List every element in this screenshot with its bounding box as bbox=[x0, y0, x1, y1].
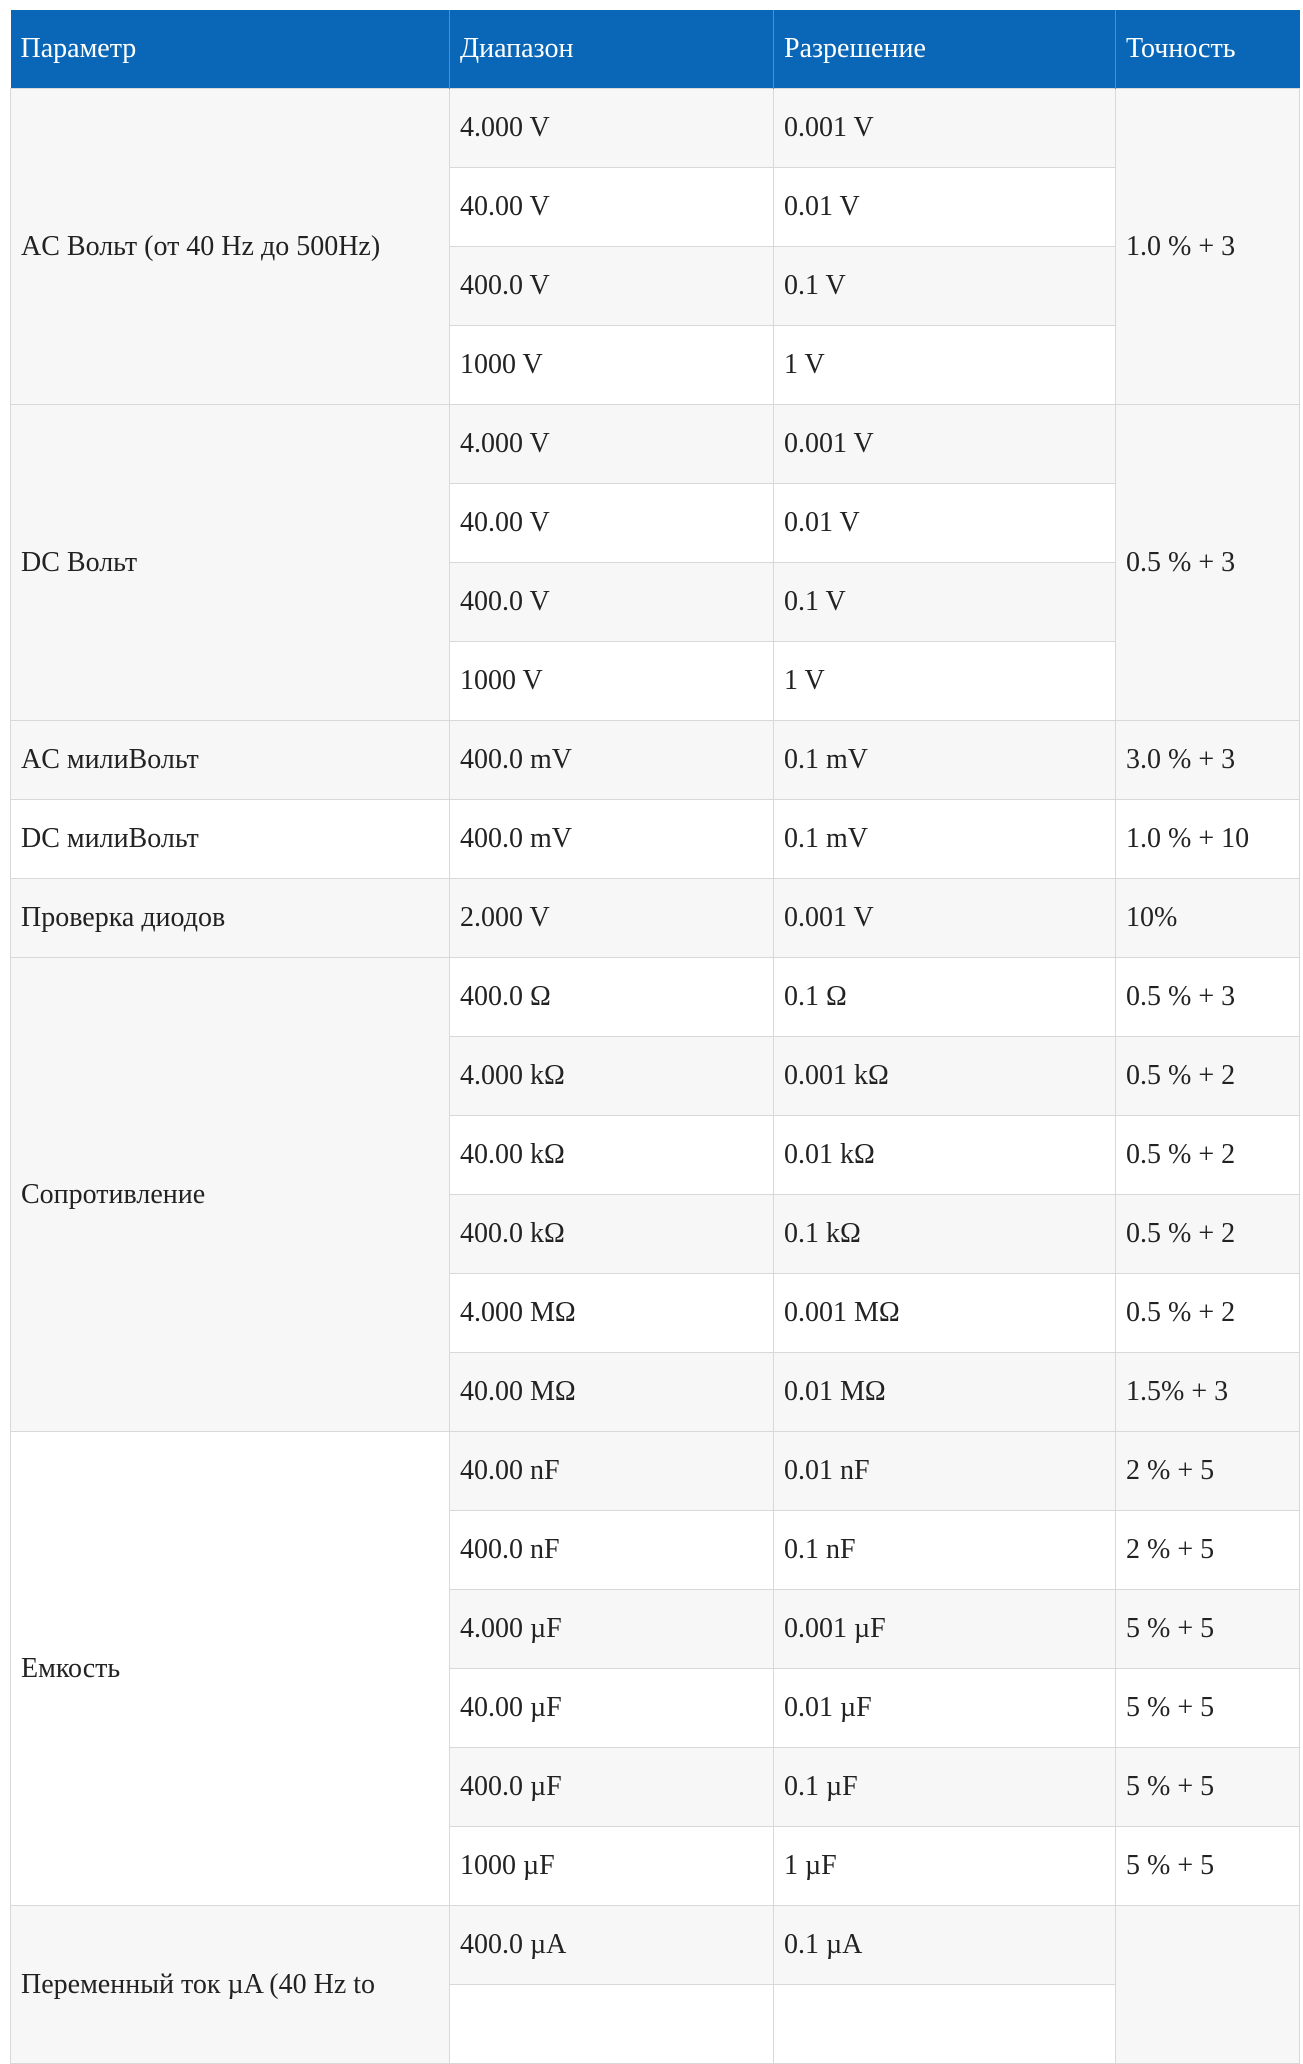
header-parameter: Параметр bbox=[11, 10, 450, 89]
table-header-row bbox=[11, 10, 1300, 89]
table-row bbox=[11, 879, 1300, 958]
range-cell: 400.0 nF bbox=[450, 1511, 774, 1590]
resolution-cell: 0.001 V bbox=[774, 405, 1116, 484]
table-row bbox=[11, 800, 1300, 879]
table-row bbox=[11, 89, 1300, 168]
accuracy-cell: 2 % + 5 bbox=[1116, 1432, 1300, 1511]
resolution-cell: 0.01 µF bbox=[774, 1669, 1116, 1748]
resolution-cell: 1 µF bbox=[774, 1827, 1116, 1906]
range-cell: 400.0 µF bbox=[450, 1748, 774, 1827]
parameter-cell: DC милиВольт bbox=[11, 800, 450, 879]
range-cell: 400.0 mV bbox=[450, 721, 774, 800]
range-cell: 400.0 V bbox=[450, 247, 774, 326]
range-cell: 1000 V bbox=[450, 326, 774, 405]
resolution-cell: 0.1 V bbox=[774, 563, 1116, 642]
accuracy-cell: 0.5 % + 3 bbox=[1116, 958, 1300, 1037]
accuracy-cell: 5 % + 5 bbox=[1116, 1827, 1300, 1906]
range-cell: 400.0 mV bbox=[450, 800, 774, 879]
range-cell: 1000 V bbox=[450, 642, 774, 721]
table-row bbox=[11, 721, 1300, 800]
range-cell: 40.00 µF bbox=[450, 1669, 774, 1748]
range-cell bbox=[450, 1985, 774, 2064]
resolution-cell: 0.001 µF bbox=[774, 1590, 1116, 1669]
parameter-cell: AC милиВольт bbox=[11, 721, 450, 800]
accuracy-cell: 1.0 % + 3 bbox=[1116, 89, 1300, 405]
range-cell: 40.00 nF bbox=[450, 1432, 774, 1511]
resolution-cell: 0.01 V bbox=[774, 484, 1116, 563]
parameter-cell: Сопротивление bbox=[11, 958, 450, 1432]
range-cell: 40.00 kΩ bbox=[450, 1116, 774, 1195]
range-cell: 1000 µF bbox=[450, 1827, 774, 1906]
resolution-cell: 0.001 V bbox=[774, 89, 1116, 168]
parameter-cell: Проверка диодов bbox=[11, 879, 450, 958]
accuracy-cell: 0.5 % + 2 bbox=[1116, 1195, 1300, 1274]
accuracy-cell: 0.5 % + 2 bbox=[1116, 1116, 1300, 1195]
range-cell: 400.0 µA bbox=[450, 1906, 774, 1985]
resolution-cell: 0.01 nF bbox=[774, 1432, 1116, 1511]
resolution-cell: 0.01 kΩ bbox=[774, 1116, 1116, 1195]
range-cell: 4.000 µF bbox=[450, 1590, 774, 1669]
resolution-cell: 0.1 µF bbox=[774, 1748, 1116, 1827]
header-range: Диапазон bbox=[450, 10, 774, 89]
table-row bbox=[11, 958, 1300, 1037]
resolution-cell: 1 V bbox=[774, 326, 1116, 405]
range-cell: 400.0 V bbox=[450, 563, 774, 642]
accuracy-cell: 3.0 % + 3 bbox=[1116, 721, 1300, 800]
resolution-cell: 0.1 µA bbox=[774, 1906, 1116, 1985]
accuracy-cell: 5 % + 5 bbox=[1116, 1748, 1300, 1827]
resolution-cell: 0.001 kΩ bbox=[774, 1037, 1116, 1116]
resolution-cell: 0.1 Ω bbox=[774, 958, 1116, 1037]
parameter-cell: Емкость bbox=[11, 1432, 450, 1906]
header-accuracy: Точность bbox=[1116, 10, 1300, 89]
range-cell: 40.00 V bbox=[450, 168, 774, 247]
resolution-cell bbox=[774, 1985, 1116, 2064]
range-cell: 4.000 MΩ bbox=[450, 1274, 774, 1353]
range-cell: 2.000 V bbox=[450, 879, 774, 958]
parameter-cell: Переменный ток µA (40 Hz to bbox=[11, 1906, 450, 2064]
range-cell: 40.00 MΩ bbox=[450, 1353, 774, 1432]
header-resolution: Разрешение bbox=[774, 10, 1116, 89]
accuracy-cell: 0.5 % + 2 bbox=[1116, 1037, 1300, 1116]
range-cell: 4.000 kΩ bbox=[450, 1037, 774, 1116]
accuracy-cell: 5 % + 5 bbox=[1116, 1590, 1300, 1669]
accuracy-cell: 0.5 % + 2 bbox=[1116, 1274, 1300, 1353]
range-cell: 400.0 kΩ bbox=[450, 1195, 774, 1274]
accuracy-cell: 0.5 % + 3 bbox=[1116, 405, 1300, 721]
resolution-cell: 0.001 V bbox=[774, 879, 1116, 958]
resolution-cell: 0.1 kΩ bbox=[774, 1195, 1116, 1274]
resolution-cell: 0.01 MΩ bbox=[774, 1353, 1116, 1432]
range-cell: 400.0 Ω bbox=[450, 958, 774, 1037]
resolution-cell: 0.1 mV bbox=[774, 800, 1116, 879]
resolution-cell: 0.001 MΩ bbox=[774, 1274, 1116, 1353]
table-row bbox=[11, 1432, 1300, 1511]
resolution-cell: 0.1 mV bbox=[774, 721, 1116, 800]
accuracy-cell: 2 % + 5 bbox=[1116, 1511, 1300, 1590]
resolution-cell: 0.1 nF bbox=[774, 1511, 1116, 1590]
accuracy-cell bbox=[1116, 1906, 1300, 2064]
table-row bbox=[11, 1906, 1300, 1985]
specifications-table bbox=[10, 10, 1300, 2064]
range-cell: 40.00 V bbox=[450, 484, 774, 563]
table-row bbox=[11, 405, 1300, 484]
range-cell: 4.000 V bbox=[450, 405, 774, 484]
resolution-cell: 1 V bbox=[774, 642, 1116, 721]
resolution-cell: 0.01 V bbox=[774, 168, 1116, 247]
accuracy-cell: 10% bbox=[1116, 879, 1300, 958]
accuracy-cell: 1.0 % + 10 bbox=[1116, 800, 1300, 879]
parameter-cell: DC Вольт bbox=[11, 405, 450, 721]
accuracy-cell: 5 % + 5 bbox=[1116, 1669, 1300, 1748]
accuracy-cell: 1.5% + 3 bbox=[1116, 1353, 1300, 1432]
resolution-cell: 0.1 V bbox=[774, 247, 1116, 326]
range-cell: 4.000 V bbox=[450, 89, 774, 168]
parameter-cell: AC Вольт (от 40 Hz до 500Hz) bbox=[11, 89, 450, 405]
